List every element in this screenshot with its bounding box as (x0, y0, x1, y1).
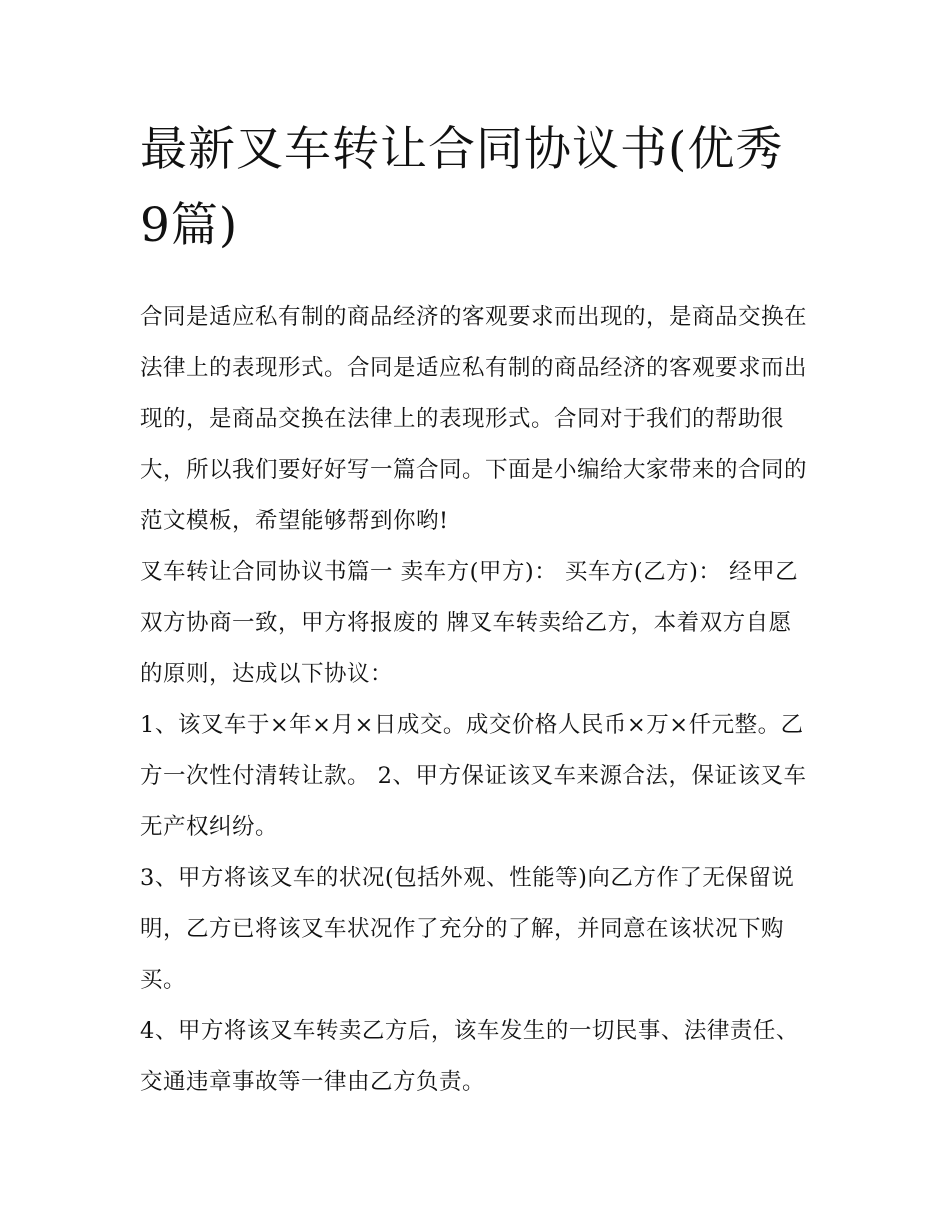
paragraph-agreement-parties: 叉车转让合同协议书篇一 卖车方(甲方)： 买车方(乙方)： 经甲乙双方协商一致，甲方将报废的 牌叉车转卖给乙方，本着双方自愿的原则，达成以下协议： (140, 559, 799, 687)
paragraph-intro: 合同是适应私有制的商品经济的客观要求而出现的，是商品交换在法律上的表现形式。合同是适应私有制的商品经济的客观要求而出现的，是商品交换在法律上的表现形式。合同对于我们的帮助很大，所以我们要好好写一篇合同。下面是小编给大家带来的合同的范文模板，希望能够帮到你哟! (140, 304, 808, 534)
paragraph-clause-1-2: 1、该叉车于×年×月×日成交。成交价格人民币×万×仟元整。乙方一次性付清转让款。 2、甲方保证该叉车来源合法，保证该叉车无产权纠纷。 (140, 712, 807, 840)
paragraph-clause-3: 3、甲方将该叉车的状况(包括外观、性能等)向乙方作了无保留说明，乙方已将该叉车状况作了充分的了解，并同意在该状况下购买。 (140, 865, 795, 993)
document-title: 最新叉车转让合同协议书(优秀9篇) (140, 122, 784, 253)
paragraph-clause-4: 4、甲方将该叉车转卖乙方后，该车发生的一切民事、法律责任、交通违章事故等一律由乙方负责。 (140, 1018, 799, 1095)
document-body (140, 112, 812, 1108)
